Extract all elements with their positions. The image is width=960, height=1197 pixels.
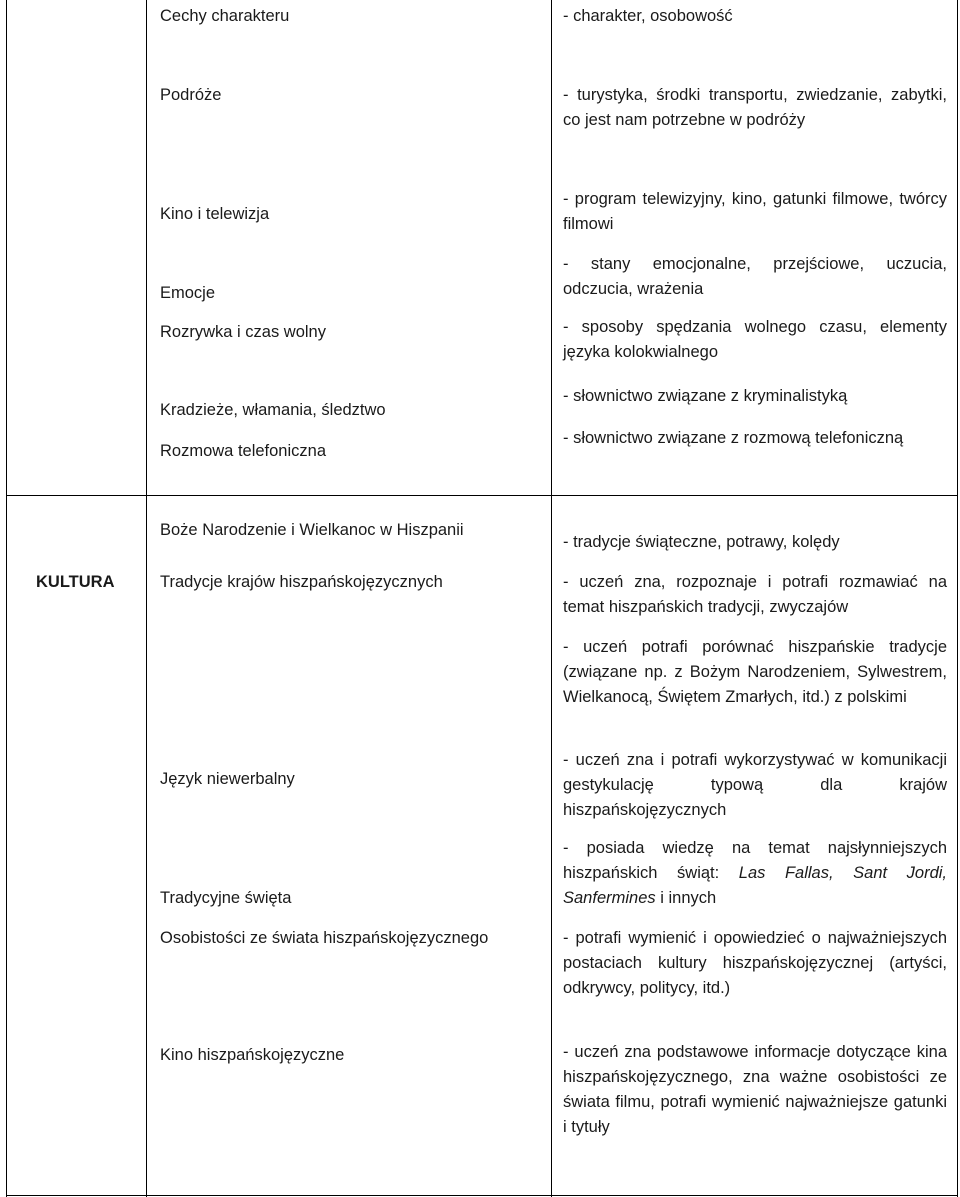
topic-jezyk-niewerbalny: Język niewerbalny — [160, 770, 295, 788]
topic-rozmowa-telefoniczna: Rozmowa telefoniczna — [160, 442, 326, 460]
table-border-right — [957, 0, 958, 1197]
description-kino-i-telewizja: - program telewizyjny, kino, gatunki filmowe, twórcy filmowi — [563, 190, 947, 233]
topic-kradzieze: Kradzieże, włamania, śledztwo — [160, 401, 386, 419]
topic-tradycyjne-swieta: Tradycyjne święta — [160, 889, 292, 907]
topic-boze-narodzenie: Boże Narodzenie i Wielkanoc w Hiszpanii — [160, 521, 464, 539]
table-border-bottom — [6, 1195, 958, 1196]
description-kradzieze: - słownictwo związane z kryminalistyką — [563, 387, 848, 405]
table-border-left — [6, 0, 7, 1197]
topic-tradycje-krajow: Tradycje krajów hiszpańskojęzycznych — [160, 573, 443, 591]
description-podroze: - turystyka, środki transportu, zwiedzanie, zabytki, co jest nam potrzebne w podróży — [563, 86, 947, 129]
description-postacie-kultury: - potrafi wymienić i opowiedzieć o najważniejszych postaciach kultury hiszpańskojęzycznej (artyści, odkrywcy, politycy, itd.) — [563, 929, 947, 997]
description-gestykulacja: - uczeń zna i potrafi wykorzystywać w komunikacji gestykulację typową dla krajów hiszpańskojęzycznych — [563, 751, 947, 819]
description-swieta-prefix: - posiada wiedzę na temat najsłynniejszych hiszpańskich świąt: — [563, 839, 947, 882]
description-kino: - uczeń zna podstawowe informacje dotyczące kina hiszpańskojęzycznego, zna ważne osobistości ze świata filmu, potrafi wymienić najważniejsze gatunki i tytuły — [563, 1043, 947, 1136]
topic-podroze: Podróże — [160, 86, 222, 104]
description-swieta-hiszpanskie — [563, 836, 947, 911]
table-row-divider — [6, 495, 958, 496]
description-cechy-charakteru: - charakter, osobowość — [563, 7, 733, 25]
description-tradycje-rozmowa: - uczeń zna, rozpoznaje i potrafi rozmawiać na temat hiszpańskich tradycji, zwyczajów — [563, 573, 947, 616]
description-swieta-names: Las Fallas, Sant Jordi, Sanfermines — [563, 864, 948, 907]
description-porownanie-tradycji: - uczeń potrafi porównać hiszpańskie tradycje (związane np. z Bożym Narodzeniem, Sylwestrem, Wielkanocą, Świętem Zmarłych, itd.) z polskimi — [563, 638, 947, 706]
topic-kino-i-telewizja: Kino i telewizja — [160, 205, 270, 223]
description-tradycje-swiateczne: - tradycje świąteczne, potrawy, kolędy — [563, 533, 840, 551]
topic-emocje: Emocje — [160, 284, 216, 302]
table-column-divider-2 — [551, 0, 552, 1197]
topic-rozrywka: Rozrywka i czas wolny — [160, 323, 326, 341]
topic-cechy-charakteru: Cechy charakteru — [160, 7, 290, 25]
table-column-divider-1 — [146, 0, 147, 1197]
topic-kino-hiszpanskojezyczne: Kino hiszpańskojęzyczne — [160, 1046, 345, 1064]
description-emocje: - stany emocjonalne, przejściowe, uczucia, odczucia, wrażenia — [563, 255, 947, 298]
description-swieta-suffix: i innych — [655, 889, 717, 907]
description-rozmowa-telefoniczna: - słownictwo związane z rozmową telefoniczną — [563, 429, 904, 447]
topic-osobistosci: Osobistości ze świata hiszpańskojęzycznego — [160, 929, 489, 947]
description-rozrywka: - sposoby spędzania wolnego czasu, elementy języka kolokwialnego — [563, 318, 947, 361]
section-label-culture: KULTURA — [36, 573, 115, 591]
